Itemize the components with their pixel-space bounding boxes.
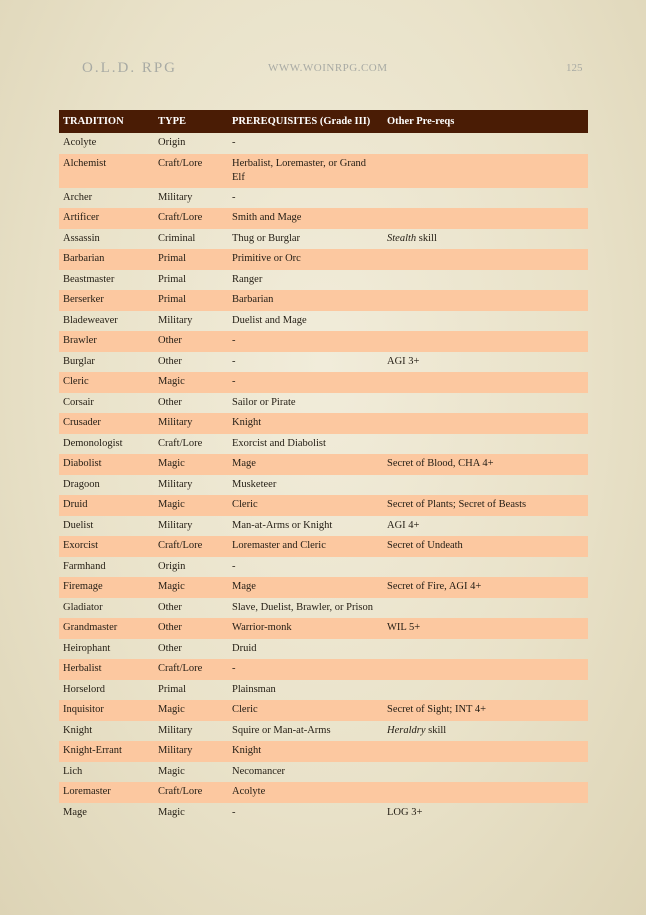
cell-prerequisites: Man-at-Arms or Knight: [232, 519, 333, 531]
cell-other-prereqs: [383, 598, 588, 619]
cell-prerequisites: -: [232, 355, 236, 367]
cell-other-prereqs: [383, 331, 588, 352]
cell-type: Magic: [158, 765, 185, 777]
cell-type: Craft/Lore: [154, 659, 228, 680]
cell-type: Primal: [154, 249, 228, 270]
cell-prerequisites: Slave, Duelist, Brawler, or Prison: [232, 601, 374, 613]
cell-tradition: Acolyte: [63, 137, 97, 148]
table-row: [59, 290, 588, 311]
cell-prerequisites: Warrior-monk: [228, 618, 383, 639]
cell-tradition: Loremaster: [59, 782, 154, 803]
cell-tradition: Druid: [59, 495, 154, 516]
cell-prerequisites: Smith and Mage: [228, 208, 383, 229]
cell-prerequisites: Ranger: [232, 273, 263, 285]
cell-type: Other: [158, 642, 182, 654]
cell-prerequisites: Cleric: [228, 495, 383, 516]
cell-other-prereqs: [383, 721, 588, 742]
table-row: [59, 598, 588, 619]
table-row: [59, 762, 588, 783]
cell-tradition: Heirophant: [63, 642, 111, 654]
cell-other-prereqs: [383, 639, 588, 660]
cell-tradition: Herbalist: [59, 659, 154, 680]
cell-other-prereqs: [383, 311, 588, 332]
table-row: [59, 618, 588, 639]
cell-other-prereqs: [383, 557, 588, 578]
table-row: [59, 229, 588, 250]
other-prereq-text: AGI 3+: [387, 355, 420, 367]
cell-tradition: Demonologist: [63, 437, 123, 449]
cell-other-prereqs: [383, 536, 588, 557]
cell-other-prereqs: [383, 618, 588, 639]
cell-tradition: Assassin: [63, 232, 100, 244]
cell-other-prereqs: [383, 475, 588, 496]
cell-type: Military: [158, 314, 193, 326]
cell-other-prereqs: [383, 434, 588, 455]
cell-other-prereqs: [383, 393, 588, 414]
cell-other-prereqs: [383, 659, 588, 680]
cell-other-prereqs: [383, 454, 588, 475]
cell-type: Primal: [158, 683, 186, 695]
cell-prerequisites: Squire or Man-at-Arms: [232, 724, 331, 736]
cell-prerequisites: Thug or Burglar: [232, 232, 301, 244]
cell-other-prereqs: [383, 208, 588, 229]
cell-type: Origin: [158, 560, 186, 572]
other-prereq-text: Secret of Fire, AGI 4+: [387, 581, 482, 592]
table-row: [59, 639, 588, 660]
cell-type: Magic: [158, 806, 185, 818]
cell-other-prereqs: [383, 680, 588, 701]
table-row: [59, 721, 588, 742]
table-header: [59, 110, 588, 133]
cell-type: Magic: [154, 454, 228, 475]
cell-prerequisites: Loremaster and Cleric: [228, 536, 383, 557]
other-prereq-text: AGI 4+: [387, 519, 420, 531]
cell-prerequisites: Herbalist, Loremaster, or Grand Elf: [228, 154, 383, 188]
cell-prerequisites: -: [232, 191, 236, 203]
cell-tradition: Mage: [63, 806, 87, 818]
cell-tradition: Farmhand: [63, 560, 106, 572]
table-row: [59, 475, 588, 496]
cell-type: Magic: [154, 372, 228, 393]
cell-prerequisites: Mage: [228, 454, 383, 475]
cell-other-prereqs: [383, 803, 588, 824]
cell-type: Criminal: [158, 232, 196, 244]
cell-tradition: Berserker: [59, 290, 154, 311]
other-prereq-text: Secret of Plants; Secret of Beasts: [387, 499, 527, 510]
website-url: WWW.WOINRPG.COM: [268, 62, 388, 74]
cell-tradition: Horselord: [63, 683, 105, 695]
col-header-type: TYPE: [154, 110, 228, 133]
brand-title: O.L.D. RPG: [82, 60, 178, 76]
cell-type: Other: [158, 396, 182, 408]
other-prereq-text: skill: [425, 724, 447, 736]
cell-tradition: Dragoon: [63, 478, 100, 490]
cell-type: Other: [158, 601, 182, 613]
cell-type: Military: [154, 413, 228, 434]
col-header-tradition: TRADITION: [59, 110, 154, 133]
cell-tradition: Grandmaster: [59, 618, 154, 639]
cell-tradition: Inquisitor: [59, 700, 154, 721]
table-row: [59, 495, 588, 516]
cell-other-prereqs: [383, 352, 588, 373]
cell-prerequisites: Acolyte: [228, 782, 383, 803]
cell-other-prereqs: [383, 372, 588, 393]
table-row: [59, 133, 588, 154]
table-row: [59, 154, 588, 188]
other-prereq-text: Secret of Undeath: [387, 540, 463, 551]
cell-tradition: Diabolist: [59, 454, 154, 475]
cell-other-prereqs: [383, 741, 588, 762]
cell-other-prereqs: [383, 229, 588, 250]
cell-tradition: Corsair: [63, 396, 94, 408]
cell-type: Military: [158, 724, 193, 736]
cell-type: Other: [154, 331, 228, 352]
table-row: [59, 680, 588, 701]
cell-tradition: Archer: [63, 191, 93, 203]
page-number: 125: [566, 62, 583, 74]
table-row: [59, 516, 588, 537]
cell-prerequisites: Cleric: [228, 700, 383, 721]
cell-tradition: Alchemist: [59, 154, 154, 188]
table-row: [59, 331, 588, 352]
cell-prerequisites: -: [232, 806, 236, 818]
cell-other-prereqs: [383, 762, 588, 783]
cell-tradition: Knight-Errant: [59, 741, 154, 762]
other-prereq-text: WIL 5+: [387, 622, 421, 633]
table-row: [59, 208, 588, 229]
cell-prerequisites: Primitive or Orc: [228, 249, 383, 270]
cell-type: Military: [158, 519, 193, 531]
table-row: [59, 270, 588, 291]
cell-type: Military: [154, 741, 228, 762]
other-prereq-text: Secret of Sight; INT 4+: [387, 704, 487, 715]
table-row: [59, 352, 588, 373]
cell-prerequisites: Barbarian: [228, 290, 383, 311]
cell-tradition: Crusader: [59, 413, 154, 434]
cell-type: Craft/Lore: [158, 437, 203, 449]
cell-other-prereqs: [383, 188, 588, 209]
cell-prerequisites: Duelist and Mage: [232, 314, 307, 326]
cell-other-prereqs: [383, 782, 588, 803]
col-header-other-prereqs: Other Pre-reqs: [383, 110, 588, 133]
traditions-table: [59, 110, 588, 823]
cell-other-prereqs: [383, 413, 588, 434]
other-prereq-text: skill: [416, 232, 437, 244]
cell-prerequisites: -: [228, 331, 383, 352]
table-row: [59, 393, 588, 414]
col-header-prerequisites: PREREQUISITES (Grade III): [228, 110, 383, 133]
cell-tradition: Gladiator: [63, 601, 103, 613]
cell-tradition: Barbarian: [59, 249, 154, 270]
skill-name: Heraldry: [387, 724, 426, 736]
cell-prerequisites: Sailor or Pirate: [232, 396, 296, 408]
cell-tradition: Burglar: [63, 355, 95, 367]
table-row: [59, 803, 588, 824]
cell-type: Other: [154, 618, 228, 639]
cell-other-prereqs: [383, 700, 588, 721]
cell-type: Primal: [158, 273, 186, 285]
other-prereq-text: LOG 3+: [387, 806, 423, 818]
table-row: [59, 700, 588, 721]
table-row: [59, 434, 588, 455]
cell-type: Military: [158, 191, 193, 203]
cell-type: Craft/Lore: [154, 208, 228, 229]
cell-tradition: Exorcist: [59, 536, 154, 557]
cell-other-prereqs: [383, 270, 588, 291]
cell-type: Magic: [154, 577, 228, 598]
cell-type: Military: [158, 478, 193, 490]
cell-prerequisites: Knight: [228, 413, 383, 434]
cell-prerequisites: -: [232, 560, 236, 572]
cell-other-prereqs: [383, 516, 588, 537]
cell-prerequisites: Musketeer: [232, 478, 277, 490]
cell-tradition: Knight: [63, 724, 93, 736]
cell-type: Primal: [154, 290, 228, 311]
skill-name: Stealth: [387, 232, 417, 244]
cell-type: Origin: [158, 137, 186, 148]
cell-other-prereqs: [383, 133, 588, 154]
cell-prerequisites: Exorcist and Diabolist: [232, 437, 326, 449]
cell-prerequisites: -: [228, 659, 383, 680]
cell-tradition: Artificer: [59, 208, 154, 229]
cell-type: Craft/Lore: [154, 782, 228, 803]
table-row: [59, 659, 588, 680]
other-prereq-text: Secret of Blood, CHA 4+: [387, 458, 494, 469]
table-row: [59, 577, 588, 598]
header-row: [59, 110, 588, 133]
table-row: [59, 249, 588, 270]
cell-prerequisites: Druid: [232, 642, 257, 654]
cell-prerequisites: -: [232, 137, 236, 148]
cell-prerequisites: Knight: [228, 741, 383, 762]
cell-prerequisites: Plainsman: [232, 683, 276, 695]
table-row: [59, 311, 588, 332]
cell-tradition: Duelist: [63, 519, 94, 531]
table-row: [59, 557, 588, 578]
table-row: [59, 536, 588, 557]
table-row: [59, 782, 588, 803]
cell-type: Craft/Lore: [154, 536, 228, 557]
cell-prerequisites: Mage: [228, 577, 383, 598]
table-row: [59, 372, 588, 393]
cell-type: Other: [158, 355, 182, 367]
cell-type: Magic: [154, 700, 228, 721]
cell-tradition: Lich: [63, 765, 83, 777]
table-row: [59, 454, 588, 475]
page-header: [0, 60, 646, 80]
cell-other-prereqs: [383, 249, 588, 270]
cell-tradition: Bladeweaver: [63, 314, 118, 326]
table-row: [59, 188, 588, 209]
cell-tradition: Beastmaster: [63, 273, 115, 285]
cell-tradition: Brawler: [59, 331, 154, 352]
cell-other-prereqs: [383, 577, 588, 598]
table-body: [59, 133, 588, 823]
table-row: [59, 741, 588, 762]
table-row: [59, 413, 588, 434]
cell-other-prereqs: [383, 495, 588, 516]
cell-prerequisites: -: [228, 372, 383, 393]
cell-tradition: Cleric: [59, 372, 154, 393]
cell-type: Craft/Lore: [154, 154, 228, 188]
cell-other-prereqs: [383, 154, 588, 188]
cell-tradition: Firemage: [59, 577, 154, 598]
cell-type: Magic: [154, 495, 228, 516]
cell-other-prereqs: [383, 290, 588, 311]
cell-prerequisites: Necomancer: [232, 765, 286, 777]
